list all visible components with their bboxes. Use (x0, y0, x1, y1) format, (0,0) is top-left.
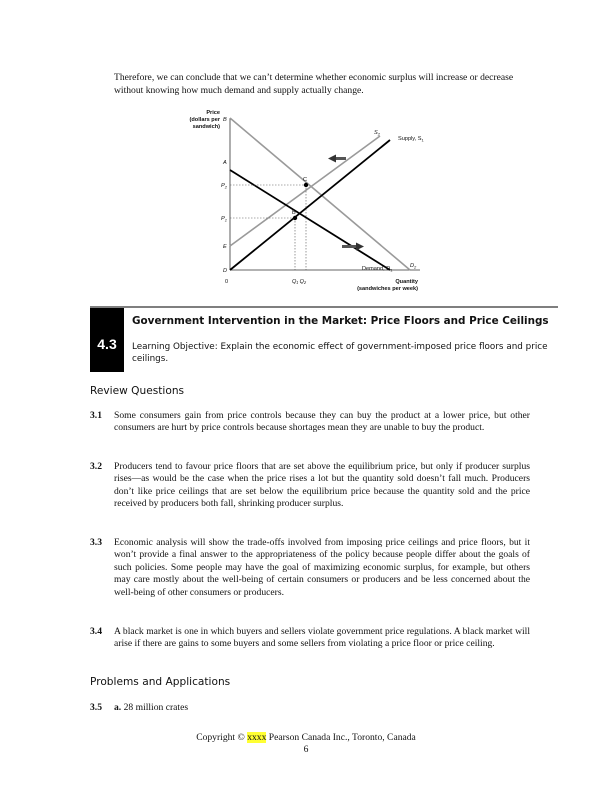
price-label-d: D (223, 268, 228, 274)
x-axis-label-2: (sandwiches per week) (357, 286, 418, 292)
page-number: 6 (303, 744, 309, 755)
question-number: 3.2 (90, 461, 102, 472)
question-3-2 (90, 461, 530, 511)
copyright-publisher: Pearson Canada Inc., Toronto, Canada (268, 732, 416, 743)
problems-heading: Problems and Applications (90, 676, 231, 688)
section-number: 4.3 (97, 336, 117, 352)
question-answer: Producers tend to favour price floors that are set above the equilibrium price, but only if producer surplus rises—as would be the case when the price rises a lot but the quantity sold doesn’t fall much. Producers don’t like price ceilings that are set below the equilibrium price because the quantity sold and the price received by producers both fall, shrinking producer surplus. (114, 461, 530, 510)
curve-label-s1: Supply, $S_1$ (398, 136, 424, 143)
arrow-left-icon (328, 155, 346, 163)
supply-demand-graph (170, 106, 430, 296)
copyright-prefix: Copyright © (196, 732, 245, 743)
question-3-3 (90, 537, 530, 599)
curve-label-d2: $D_2$ (410, 263, 417, 270)
problem-answer (114, 702, 530, 714)
learning-objective: Learning Objective: Explain the economic effect of government-imposed price floors and price ceilings. (132, 342, 548, 364)
x-axis-label-1: Quantity (395, 279, 418, 285)
point-b-label: B (292, 210, 296, 216)
price-label-p2: $P_2$ (221, 183, 227, 190)
point-c-label: C (303, 177, 308, 183)
price-label-p1: $P_1$ (221, 216, 227, 223)
review-questions-heading: Review Questions (90, 385, 185, 397)
question-number: 3.4 (90, 626, 102, 637)
problem-text: 28 million crates (123, 702, 189, 713)
problem-part: a. (114, 702, 122, 713)
y-axis-label-2: (dollars per (189, 117, 220, 123)
problem-number: 3.5 (90, 702, 102, 713)
supply-curve-s2 (230, 136, 380, 246)
question-answer: Economic analysis will show the trade-offs involved from imposing price ceilings and price floors, but it won’t provide a final answer to the appropriateness of the policy because people differ about the goals of such policies. Some people may have the goal of maximizing economic surplus, for example, but others may care mostly about the well-being of certain consumers or producers and be less concerned about the well-being of other consumers or producers. (114, 537, 530, 598)
question-answer: A black market is one in which buyers and sellers violate government price regulations. A black market will arise if there are gains to some buyers and some sellers from violating a price floor or price ceiling. (114, 626, 530, 650)
question-answer: Some consumers gain from price controls because they can buy the product at a lower price, but other consumers are hurt by price controls because shortages mean they are unable to buy the product. (114, 410, 530, 434)
quantity-labels: Q₁ Q₂ (292, 279, 307, 285)
curve-label-d1: Demand, $D_1$ (362, 266, 393, 273)
arrow-right-icon (342, 243, 364, 251)
point-b (293, 216, 297, 220)
point-c (304, 183, 308, 187)
curve-label-s2: $S_2$ (374, 130, 380, 137)
section-number-box (90, 308, 124, 372)
supply-curve-s1 (230, 140, 390, 270)
question-number: 3.3 (90, 537, 102, 548)
price-label-b: B (223, 117, 227, 123)
section-title: Government Intervention in the Market: Price Floors and Price Ceilings (132, 315, 549, 327)
question-number: 3.1 (90, 410, 102, 421)
origin-label: 0 (225, 279, 229, 285)
copyright-line (0, 732, 612, 744)
problem-3-5 (90, 702, 530, 714)
question-3-4 (90, 626, 530, 651)
question-3-1 (90, 410, 530, 435)
section-divider (90, 306, 558, 308)
intro-paragraph: Therefore, we can conclude that we can’t determine whether economic surplus will increase or decrease without knowing how much demand and supply actually change. (114, 72, 514, 96)
price-label-a: A (223, 160, 227, 166)
y-axis-label-3: sandwich) (192, 124, 220, 130)
price-label-e: E (223, 244, 227, 250)
y-axis-label-1: Price (206, 110, 220, 116)
copyright-year-highlight: xxxx (247, 732, 267, 743)
